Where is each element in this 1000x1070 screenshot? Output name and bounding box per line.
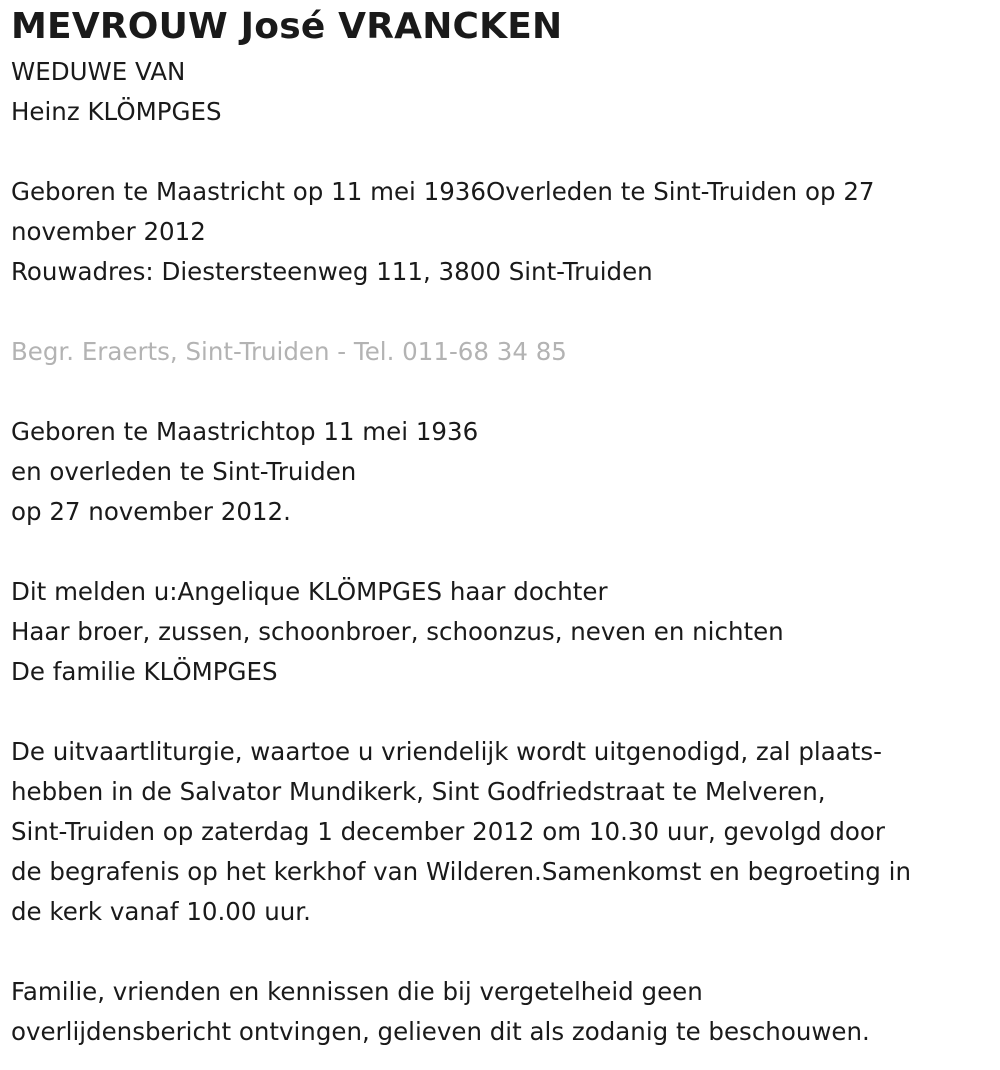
- birth-death-line: Geboren te Maastrichtop 11 mei 1936: [11, 417, 479, 446]
- announcer-line: Dit melden u:Angelique KLÖMPGES haar dochter: [11, 577, 608, 606]
- closing-section: [11, 972, 1000, 1052]
- spacer: [11, 932, 1000, 972]
- summary-line: Geboren te Maastricht op 11 mei 1936Overleden te Sint-Truiden op 27: [11, 177, 875, 206]
- mourning-address: Rouwadres: Diestersteenweg 111, 3800 Sint-Truiden: [11, 257, 653, 286]
- birth-death-section: [11, 412, 1000, 532]
- widow-of-label: WEDUWE VAN: [11, 57, 186, 86]
- birth-death-line: en overleden te Sint-Truiden: [11, 457, 357, 486]
- liturgy-line: de begrafenis op het kerkhof van Wilderen.Samenkomst en begroeting in: [11, 857, 911, 886]
- birth-death-line: op 27 november 2012.: [11, 497, 291, 526]
- closing-line: overlijdensbericht ontvingen, gelieven dit als zodanig te beschouwen.: [11, 1017, 870, 1046]
- announcers-section: [11, 572, 1000, 692]
- spacer: [11, 532, 1000, 572]
- spacer: [11, 692, 1000, 732]
- liturgy-line: Sint-Truiden op zaterdag 1 december 2012 om 10.30 uur, gevolgd door: [11, 817, 885, 846]
- summary-line: november 2012: [11, 217, 206, 246]
- announcer-line: Haar broer, zussen, schoonbroer, schoonzus, neven en nichten: [11, 617, 784, 646]
- liturgy-line: De uitvaartliturgie, waartoe u vriendelijk wordt uitgenodigd, zal plaats-: [11, 737, 882, 766]
- liturgy-line: de kerk vanaf 10.00 uur.: [11, 897, 311, 926]
- spacer: [11, 372, 1000, 412]
- summary-section: [11, 172, 1000, 292]
- funeral-home-contact: Begr. Eraerts, Sint-Truiden - Tel. 011-68 34 85: [11, 337, 567, 366]
- spacer: [11, 292, 1000, 332]
- obituary-title: MEVROUW José VRANCKEN: [11, 6, 563, 47]
- spouse-name: Heinz KLÖMPGES: [11, 97, 222, 126]
- spacer: [11, 132, 1000, 172]
- liturgy-section: [11, 732, 1000, 932]
- closing-line: Familie, vrienden en kennissen die bij vergetelheid geen: [11, 977, 703, 1006]
- announcer-line: De familie KLÖMPGES: [11, 657, 278, 686]
- liturgy-line: hebben in de Salvator Mundikerk, Sint Godfriedstraat te Melveren,: [11, 777, 826, 806]
